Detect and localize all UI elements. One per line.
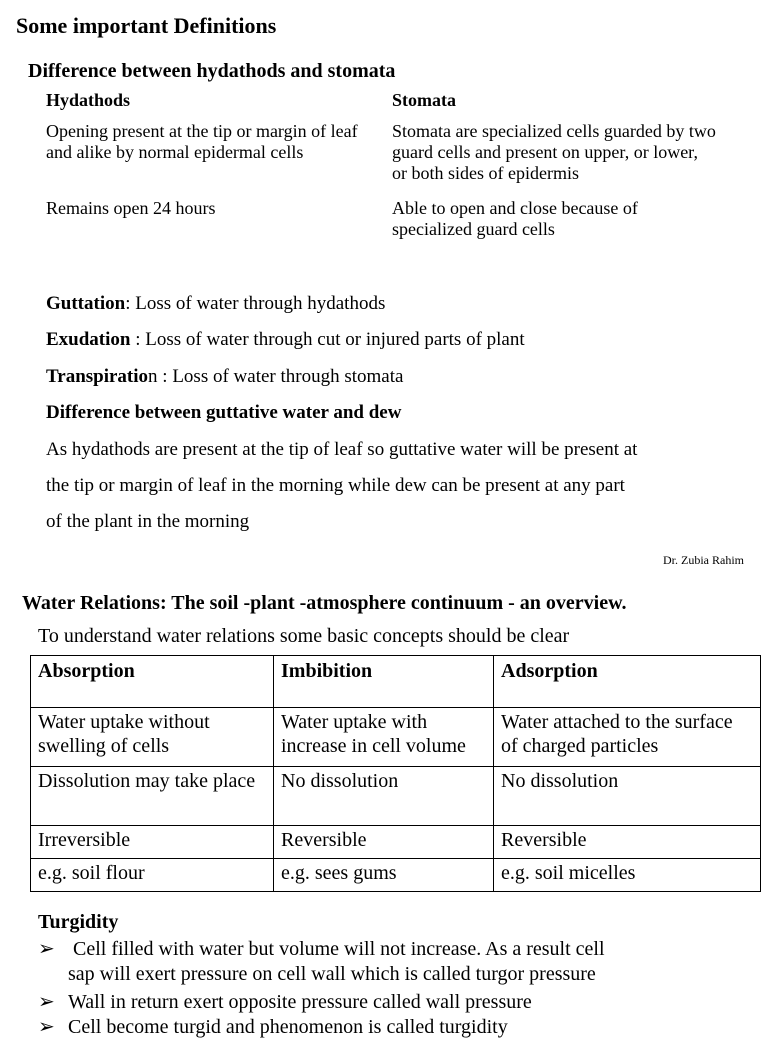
turgidity-title: Turgidity bbox=[38, 911, 119, 933]
dew-heading: Difference between guttative water and dew bbox=[46, 402, 402, 423]
definition-text: : Loss of water through hydathods bbox=[125, 293, 386, 314]
turgidity-bullet bbox=[38, 1014, 508, 1039]
table-cell: e.g. soil micelles bbox=[494, 859, 761, 892]
table-header-cell: Imbibition bbox=[274, 656, 494, 708]
definition-guttation bbox=[46, 293, 385, 315]
arrow-bullet-icon: ➢ bbox=[38, 991, 55, 1013]
definition-transpiration bbox=[46, 366, 403, 388]
turgidity-bullet bbox=[38, 989, 532, 1014]
table-header-cell: Adsorption bbox=[494, 656, 761, 708]
water-relations-heading: Water Relations: The soil -plant -atmosphere continuum - an overview. bbox=[22, 592, 627, 614]
table-cell: e.g. sees gums bbox=[274, 859, 494, 892]
table-cell: No dissolution bbox=[274, 767, 494, 826]
stomata-row-2: Able to open and close because of specialized guard cells bbox=[392, 198, 638, 239]
definition-text: : Loss of water through cut or injured parts of plant bbox=[130, 329, 525, 350]
author-signature: Dr. Zubia Rahim bbox=[663, 553, 744, 567]
page-title: Some important Definitions bbox=[16, 13, 277, 38]
turgidity-bullet-continuation: sap will exert pressure on cell wall which is called turgor pressure bbox=[68, 963, 596, 985]
table-cell: Water uptake with increase in cell volume bbox=[274, 708, 494, 767]
table-cell: Irreversible bbox=[31, 826, 274, 859]
dew-paragraph-line: As hydathods are present at the tip of leaf so guttative water will be present at bbox=[46, 439, 638, 460]
dew-paragraph-line: the tip or margin of leaf in the morning while dew can be present at any part bbox=[46, 475, 625, 496]
table-cell: Reversible bbox=[494, 826, 761, 859]
table-row bbox=[31, 708, 761, 767]
table-row bbox=[31, 767, 761, 826]
stomata-row-1: Stomata are specialized cells guarded by two guard cells and present on upper, or lower, or both sides of epidermis bbox=[392, 121, 716, 183]
hydathodes-column-header: Hydathods bbox=[46, 90, 131, 110]
bullet-text: Cell become turgid and phenomenon is called turgidity bbox=[68, 1016, 508, 1038]
definition-exudation bbox=[46, 329, 525, 351]
table-row bbox=[31, 826, 761, 859]
definition-term: Transpiratio bbox=[46, 366, 149, 387]
table-cell: No dissolution bbox=[494, 767, 761, 826]
arrow-bullet-icon: ➢ bbox=[38, 938, 55, 960]
table-header-row bbox=[31, 656, 761, 708]
arrow-bullet-icon: ➢ bbox=[38, 1016, 55, 1038]
definition-text: n : Loss of water through stomata bbox=[148, 366, 404, 387]
table-header-cell: Absorption bbox=[31, 656, 274, 708]
table-cell: e.g. soil flour bbox=[31, 859, 274, 892]
hydathodes-row-1: Opening present at the tip or margin of leaf and alike by normal epidermal cells bbox=[46, 121, 358, 162]
stomata-column-header: Stomata bbox=[392, 90, 456, 110]
table-cell: Dissolution may take place bbox=[31, 767, 274, 826]
bullet-text: Cell filled with water but volume will not increase. As a result cell bbox=[68, 938, 605, 960]
bullet-text: Wall in return exert opposite pressure called wall pressure bbox=[68, 991, 532, 1013]
hydathodes-row-2: Remains open 24 hours bbox=[46, 198, 216, 218]
table-cell: Water attached to the surface of charged particles bbox=[494, 708, 761, 767]
water-relations-intro: To understand water relations some basic concepts should be clear bbox=[38, 625, 570, 647]
table-row bbox=[31, 859, 761, 892]
absorption-imbibition-adsorption-table bbox=[30, 655, 761, 892]
table-cell: Water uptake without swelling of cells bbox=[31, 708, 274, 767]
turgidity-bullet bbox=[38, 936, 605, 961]
dew-paragraph-line: of the plant in the morning bbox=[46, 511, 250, 532]
definition-term: Exudation bbox=[46, 329, 131, 350]
table-cell: Reversible bbox=[274, 826, 494, 859]
hydathodes-stomata-heading: Difference between hydathods and stomata bbox=[28, 60, 396, 82]
definition-term: Guttation bbox=[46, 293, 126, 314]
